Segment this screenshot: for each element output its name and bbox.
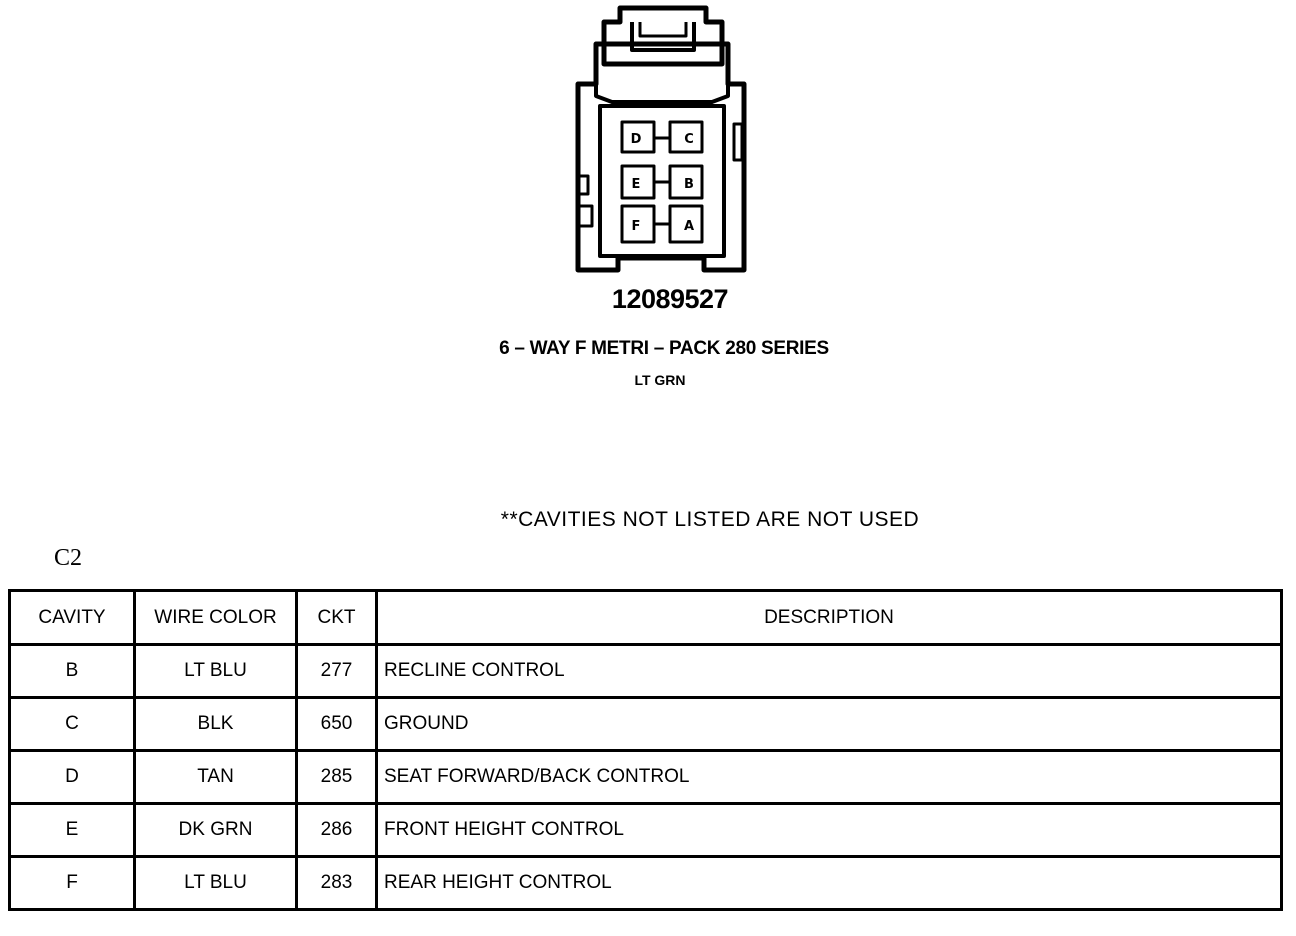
header-cavity: CAVITY xyxy=(10,591,135,645)
cavity-label-E: E xyxy=(631,177,641,192)
table-row xyxy=(10,645,1282,698)
cell-ckt: 650 xyxy=(297,698,377,751)
cell-ckt: 285 xyxy=(297,751,377,804)
header-description: DESCRIPTION xyxy=(377,591,1282,645)
cell-description: RECLINE CONTROL xyxy=(377,645,1282,698)
cell-wire-color: LT BLU xyxy=(135,857,297,910)
header-ckt: CKT xyxy=(297,591,377,645)
cell-cavity: E xyxy=(10,804,135,857)
unused-cavities-note: **CAVITIES NOT LISTED ARE NOT USED xyxy=(500,508,920,531)
cell-ckt: 286 xyxy=(297,804,377,857)
cell-wire-color: LT BLU xyxy=(135,645,297,698)
cell-description: FRONT HEIGHT CONTROL xyxy=(377,804,1282,857)
cell-ckt: 283 xyxy=(297,857,377,910)
cavity-table xyxy=(8,589,1283,911)
cell-description: SEAT FORWARD/BACK CONTROL xyxy=(377,751,1282,804)
cell-ckt: 277 xyxy=(297,645,377,698)
cell-description: REAR HEIGHT CONTROL xyxy=(377,857,1282,910)
cell-cavity: D xyxy=(10,751,135,804)
table-row xyxy=(10,698,1282,751)
cell-wire-color: TAN xyxy=(135,751,297,804)
cavity-label-F: F xyxy=(631,219,641,234)
cell-cavity: C xyxy=(10,698,135,751)
cell-wire-color: DK GRN xyxy=(135,804,297,857)
cavity-label-A: A xyxy=(683,219,695,234)
connector-color: LT GRN xyxy=(634,372,686,388)
cell-cavity: F xyxy=(10,857,135,910)
part-number: 12089527 xyxy=(611,284,729,314)
cavity-label-B: B xyxy=(684,177,694,192)
cell-cavity: B xyxy=(10,645,135,698)
cell-wire-color: BLK xyxy=(135,698,297,751)
connector-description: 6 – WAY F METRI – PACK 280 SERIES xyxy=(499,338,829,359)
cavity-label-C: C xyxy=(684,132,694,147)
cavity-label-D: D xyxy=(630,132,642,147)
cell-description: GROUND xyxy=(377,698,1282,751)
side-latch xyxy=(734,124,742,160)
table-row xyxy=(10,857,1282,910)
table-header-row xyxy=(10,591,1282,645)
table-row xyxy=(10,751,1282,804)
header-wire-color: WIRE COLOR xyxy=(135,591,297,645)
connector-face-diagram xyxy=(560,0,760,285)
connector-id-label: C2 xyxy=(54,545,83,571)
table-row xyxy=(10,804,1282,857)
connector-shroud xyxy=(578,44,744,270)
